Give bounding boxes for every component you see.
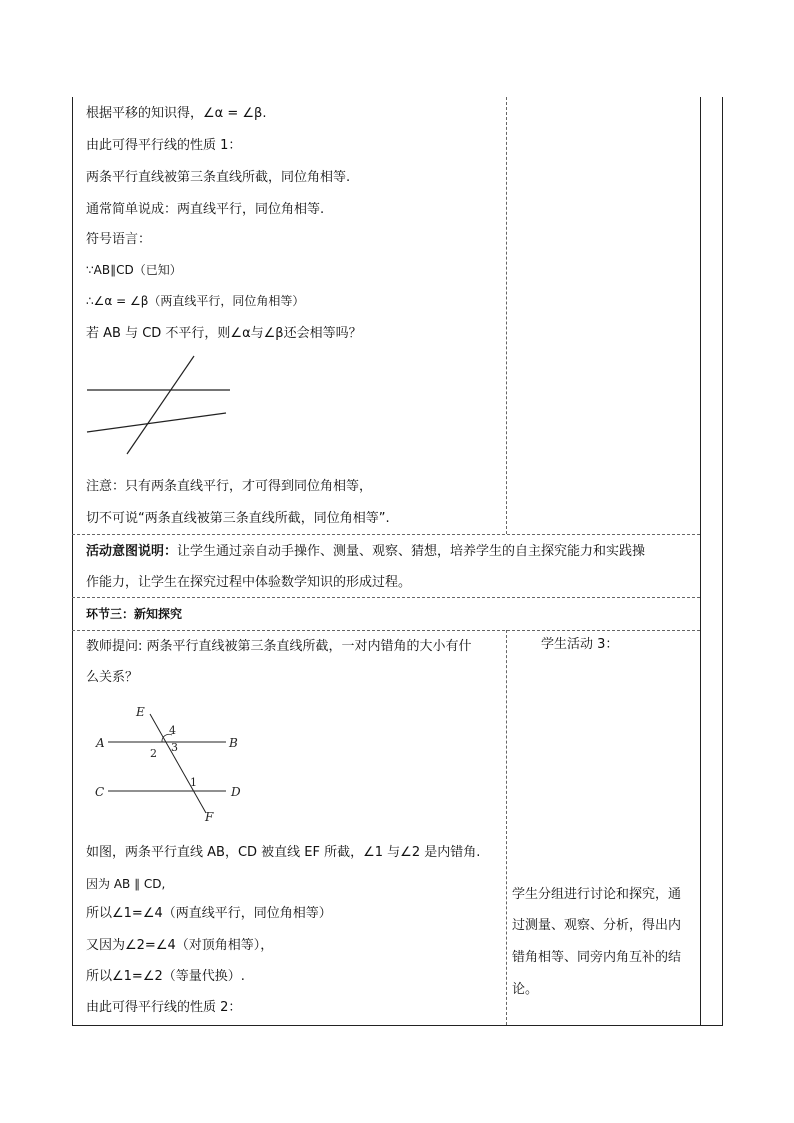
- text-line: 若 AB 与 CD 不平行，则∠α与∠β还会相等吗？: [86, 326, 362, 341]
- text-line: 如图，两条平行直线 AB，CD 被直线 EF 所截，∠1 与∠2 是内错角.: [86, 845, 481, 860]
- label-angle-1: 1: [190, 776, 197, 789]
- note-line: 注意：只有两条直线平行，才可得到同位角相等，: [86, 479, 373, 494]
- intent-line-2: 作能力，让学生在探究过程中体验数学知识的形成过程。: [86, 575, 412, 590]
- student-activity-line: 过测量、观察、分析，得出内: [512, 918, 682, 933]
- line-ef: [150, 714, 206, 813]
- label-c: C: [95, 785, 105, 799]
- student-activity-line: 论。: [512, 982, 539, 997]
- question-line-2: 么关系？: [86, 670, 139, 685]
- text-line: 根据平移的知识得，∠α = ∠β.: [86, 106, 267, 121]
- question-line-1: 教师提问: 两条平行直线被第三条直线所截，一对内错角的大小有什: [86, 639, 472, 654]
- label-angle-3: 3: [171, 741, 178, 754]
- text-line: 因为 AB ∥ CD,: [86, 877, 166, 891]
- intent-text: 让学生通过亲自动手操作、测量、观察、猜想，培养学生的自主探究能力和实践操: [177, 544, 646, 559]
- text-line: 由此可得平行线的性质 1：: [86, 138, 242, 153]
- label-e: E: [136, 705, 145, 719]
- label-angle-2: 2: [150, 747, 157, 760]
- stage-title: 环节三：新知探究: [86, 607, 183, 621]
- student-activity-title: 学生活动 3：: [541, 637, 619, 652]
- text-line: 符号语言：: [86, 232, 152, 247]
- text-line: 又因为∠2=∠4（对顶角相等），: [86, 938, 274, 953]
- text-line: 通常简单说成：两直线平行，同位角相等.: [86, 202, 325, 217]
- student-activity-line: 错角相等、同旁内角互补的结: [512, 950, 682, 965]
- label-a: A: [96, 736, 105, 750]
- note-line: 切不可说“两条直线被第三条直线所截，同位角相等”.: [86, 511, 390, 526]
- text-line: ∵AB∥CD（已知）: [86, 263, 182, 277]
- label-angle-4: 4: [169, 724, 176, 737]
- text-line: 由此可得平行线的性质 2：: [86, 1000, 242, 1015]
- student-activity-line: 学生分组进行讨论和探究，通: [512, 887, 682, 902]
- text-line: 所以∠1=∠4（两直线平行，同位角相等）: [86, 906, 332, 921]
- label-f: F: [205, 810, 214, 824]
- text-line: 所以∠1=∠2（等量代换）.: [86, 969, 245, 984]
- intent-label: 活动意图说明：: [86, 544, 178, 559]
- label-d: D: [231, 785, 241, 799]
- label-b: B: [229, 736, 238, 750]
- text-line: ∴∠α = ∠β（两直线平行，同位角相等）: [86, 294, 305, 308]
- text-line: 两条平行直线被第三条直线所截，同位角相等.: [86, 170, 351, 185]
